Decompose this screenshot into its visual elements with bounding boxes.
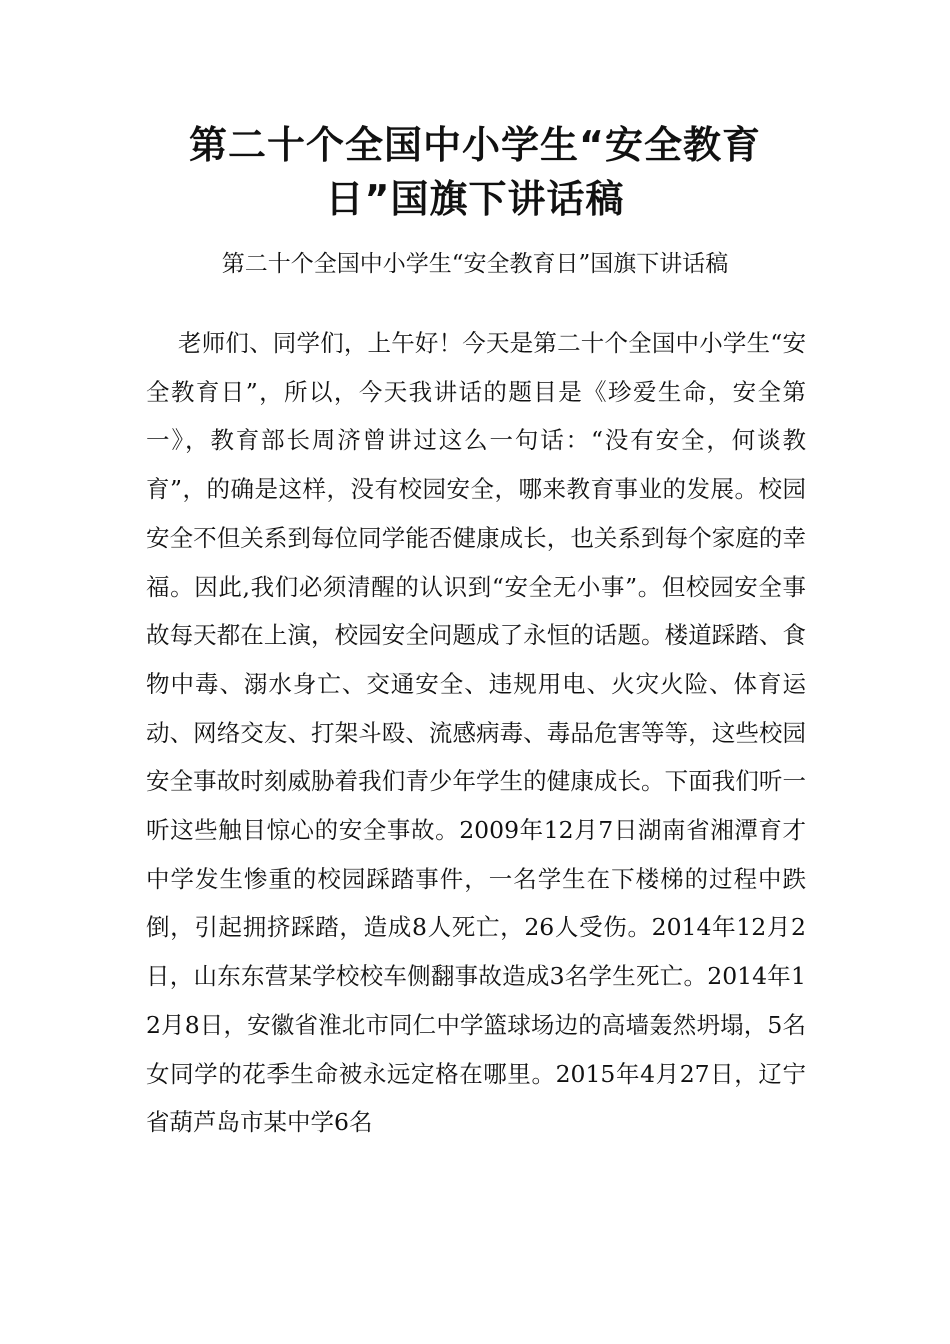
document-title: 第二十个全国中小学生“安全教育日”国旗下讲话稿 [189,123,761,221]
body-paragraph: 老师们、同学们，上午好！今天是第二十个全国中小学生“安全教育日”，所以，今天我讲话的题目是《珍爱生命，安全第一》，教育部长周济曾讲过这么一句话：“没有安全，何谈教育”，的确是这样，没有校园安全，哪来教育事业的发展。校园安全不但关系到每位同学能否健康成长，也关系到每个家庭的幸福。因此,我们必须清醒的认识到“安全无小事”。但校园安全事故每天都在上演，校园安全问题成了永恒的话题。楼道踩踏、食物中毒、溺水身亡、交通安全、违规用电、火灾火险、体育运动、网络交友、打架斗殴、流感病毒、毒品危害等等，这些校园安全事故时刻威胁着我们青少年学生的健康成长。下面我们听一听这些触目惊心的安全事故。2009年12月7日湖南省湘潭育才中学发生惨重的校园踩踏事件，一名学生在下楼梯的过程中跌倒，引起拥挤踩踏，造成8人死亡，26人受伤。2014年12月2日，山东东营某学校校车侧翻事故造成3名学生死亡。2014年12月8日，安徽省淮北市同仁中学篮球场边的高墙轰然坍塌，5名女同学的花季生命被永远定格在哪里。2015年4月27日，辽宁省葫芦岛市某中学6名 [146,329,806,1137]
document-subtitle: 第二十个全国中小学生“安全教育日”国旗下讲话稿 [221,251,729,277]
